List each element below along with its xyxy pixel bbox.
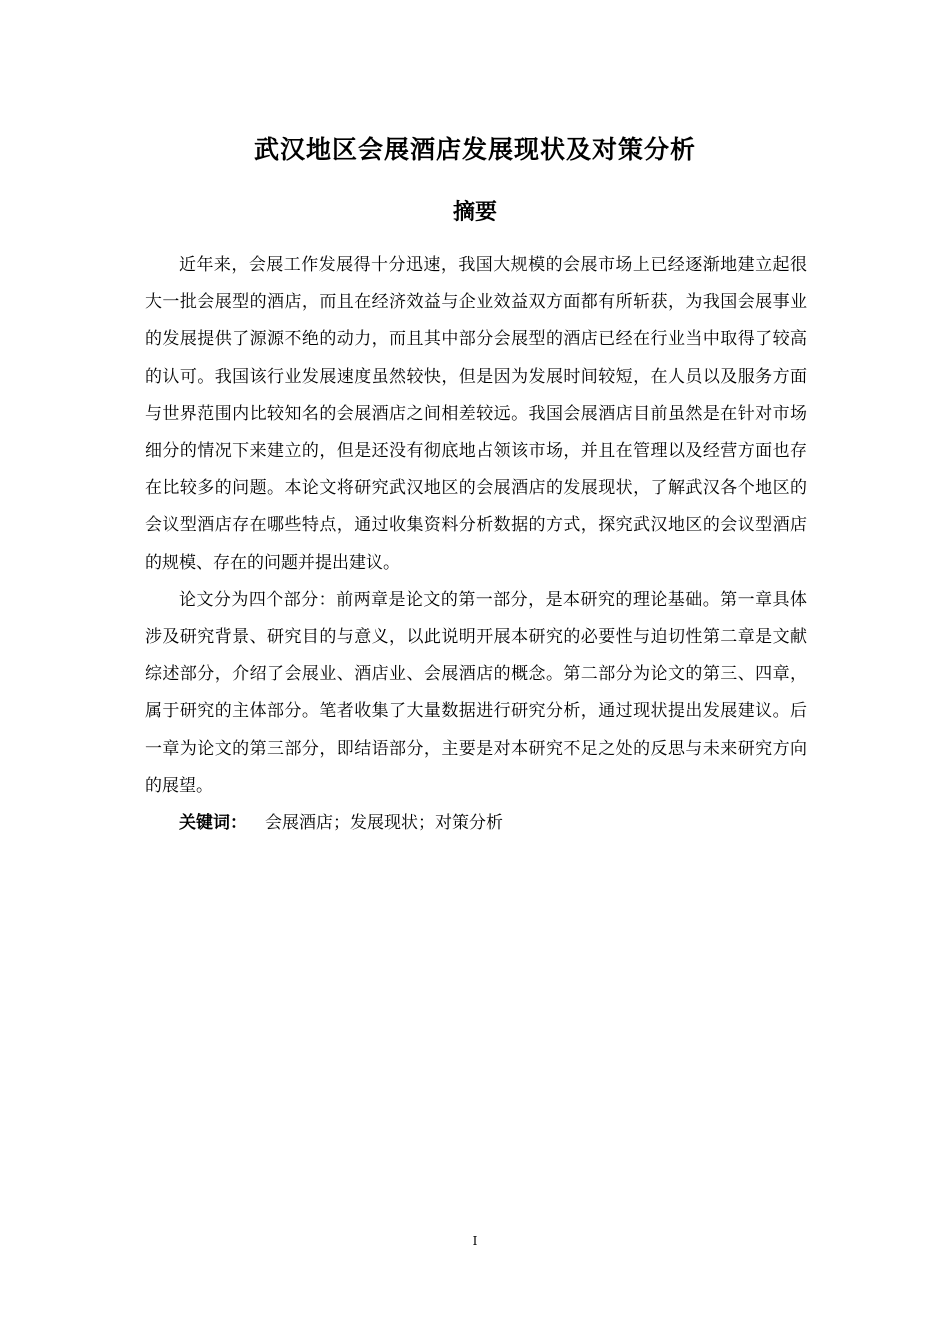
keywords-line	[145, 805, 807, 842]
abstract-body	[145, 247, 807, 842]
keywords-text: 会展酒店；发展现状；对策分析	[265, 813, 503, 834]
page-number: I	[472, 1234, 478, 1248]
paper-title: 武汉地区会展酒店发展现状及对策分析	[253, 135, 696, 164]
abstract-heading: 摘要	[452, 200, 497, 225]
abstract-paragraph-2: 论文分为四个部分：前两章是论文的第一部分，是本研究的理论基础。第一章具体涉及研究背景、研究目的与意义，以此说明开展本研究的必要性与迫切性第二章是文献综述部分，介绍了会展业、酒店业、会展酒店的概念。第二部分为论文的第三、四章，属于研究的主体部分。笔者收集了大量数据进行研究分析，通过现状提出发展建议。后一章为论文的第三部分，即结语部分，主要是对本研究不足之处的反思与未来研究方向的展望。	[145, 589, 807, 796]
keywords-label: 关键词：	[179, 813, 247, 834]
abstract-paragraph-1: 近年来，会展工作发展得十分迅速，我国大规模的会展市场上已经逐渐地建立起很大一批会展型的酒店，而且在经济效益与企业效益双方面都有所斩获，为我国会展事业的发展提供了源源不绝的动力，而且其中部分会展型的酒店已经在行业当中取得了较高的认可。我国该行业发展速度虽然较快，但是因为发展时间较短，在人员以及服务方面与世界范围内比较知名的会展酒店之间相差较远。我国会展酒店目前虽然是在针对市场细分的情况下来建立的，但是还没有彻底地占领该市场，并且在管理以及经营方面也存在比较多的问题。本论文将研究武汉地区的会展酒店的发展现状，了解武汉各个地区的会议型酒店存在哪些特点，通过收集资料分析数据的方式，探究武汉地区的会议型酒店的规模、存在的问题并提出建议。	[145, 255, 807, 573]
